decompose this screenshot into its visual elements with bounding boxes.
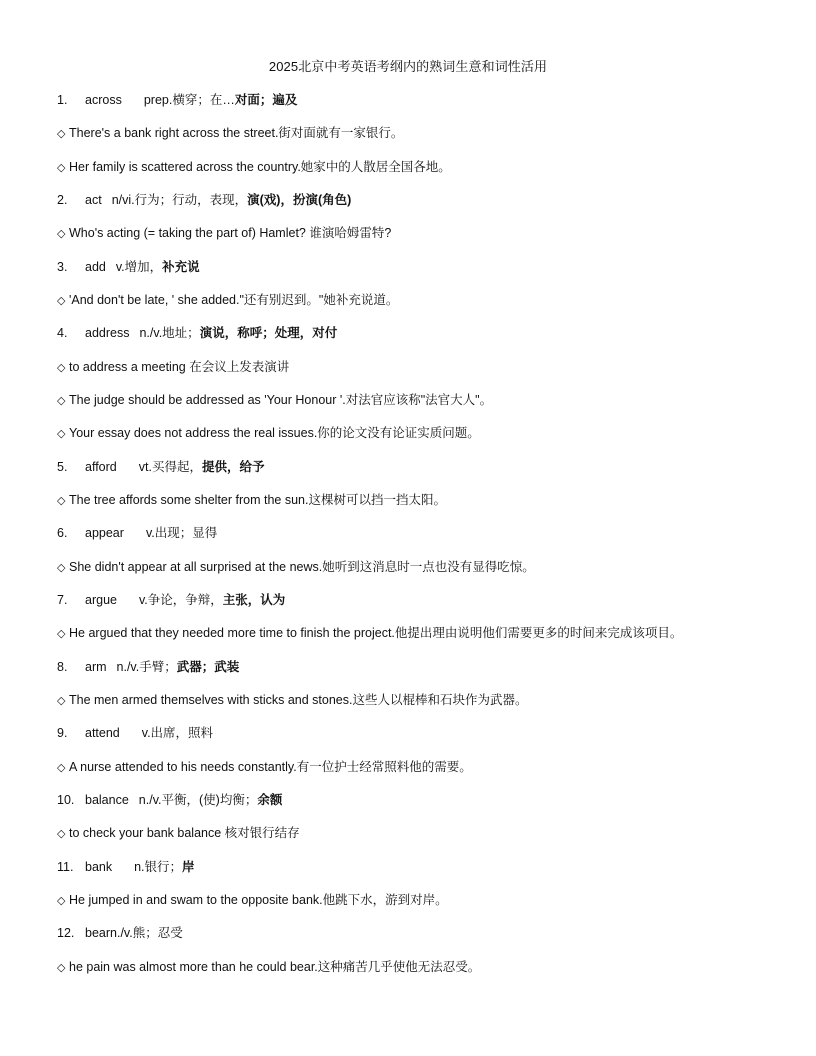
example-text: Your essay does not address the real issues.你的论文没有论证实质问题。 bbox=[69, 426, 480, 440]
page-title: 2025北京中考英语考纲内的熟词生意和词性活用 bbox=[268, 59, 548, 74]
entry-meaning-highlight: 对面；遍及 bbox=[234, 93, 298, 107]
entry-number: 11. bbox=[57, 860, 74, 874]
entry-meaning: n.银行； bbox=[134, 860, 183, 874]
entry-heading bbox=[57, 458, 796, 476]
example-text: The tree affords some shelter from the sun.这棵树可以挡一挡太阳。 bbox=[69, 493, 446, 507]
entry-number: 10. bbox=[57, 793, 75, 807]
diamond-icon: ◇ bbox=[57, 695, 66, 707]
diamond-icon: ◇ bbox=[57, 128, 66, 140]
entry-meaning: prep.横穿；在… bbox=[143, 93, 235, 107]
entry-meaning-highlight: 余额 bbox=[257, 793, 283, 807]
entry-meaning: n./v.地址； bbox=[139, 326, 200, 340]
example-sentence bbox=[57, 158, 796, 177]
entry-word: argue bbox=[85, 593, 117, 607]
entry-word: balance bbox=[85, 793, 129, 807]
entry-number: 9. bbox=[57, 726, 68, 740]
entry-number: 3. bbox=[57, 260, 68, 274]
example-text: to address a meeting 在会议上发表演讲 bbox=[69, 360, 290, 374]
example-text: Her family is scattered across the country.她家中的人散居全国各地。 bbox=[69, 160, 451, 174]
entry-heading bbox=[57, 524, 796, 542]
example-sentence bbox=[57, 424, 796, 443]
entry-meaning-highlight: 岸 bbox=[182, 860, 195, 874]
example-text: She didn't appear at all surprised at the news.她听到这消息时一点也没有显得吃惊。 bbox=[69, 560, 535, 574]
entry-meaning: v.增加， bbox=[115, 260, 163, 274]
entry-heading bbox=[57, 924, 796, 942]
entry-meaning: n./v.平衡，(使)均衡； bbox=[138, 793, 258, 807]
entry-number: 2. bbox=[57, 193, 68, 207]
entry-word: afford bbox=[85, 460, 117, 474]
example-sentence bbox=[57, 691, 796, 710]
diamond-icon: ◇ bbox=[57, 562, 66, 574]
diamond-icon: ◇ bbox=[57, 428, 66, 440]
entry-word: arm bbox=[85, 660, 107, 674]
entry-meaning: v.出席，照料 bbox=[141, 726, 214, 740]
entry-word: appear bbox=[85, 526, 124, 540]
entry-meaning: v.争论，争辩， bbox=[138, 593, 223, 607]
entry-meaning-highlight: 演说，称呼；处理，对付 bbox=[199, 326, 338, 340]
entry-meaning: n/vi.行为；行动，表现， bbox=[111, 193, 248, 207]
example-sentence bbox=[57, 891, 796, 910]
entry-meaning: n./v.熊；忍受 bbox=[110, 926, 183, 940]
diamond-icon: ◇ bbox=[57, 395, 66, 407]
entry-heading bbox=[57, 658, 796, 676]
entry-number: 4. bbox=[57, 326, 68, 340]
diamond-icon: ◇ bbox=[57, 495, 66, 507]
entry-number: 6. bbox=[57, 526, 68, 540]
example-sentence bbox=[57, 558, 796, 577]
example-sentence bbox=[57, 491, 796, 510]
entry-meaning: v.出现；显得 bbox=[145, 526, 218, 540]
example-sentence bbox=[57, 391, 796, 410]
example-text: He argued that they needed more time to finish the project.他提出理由说明他们需要更多的时间来完成该项目。 bbox=[69, 626, 683, 640]
entry-word: act bbox=[85, 193, 102, 207]
diamond-icon: ◇ bbox=[57, 162, 66, 174]
diamond-icon: ◇ bbox=[57, 362, 66, 374]
entry-meaning-highlight: 武器；武装 bbox=[176, 660, 240, 674]
entry-heading bbox=[57, 724, 796, 742]
example-text: The men armed themselves with sticks and stones.这些人以棍棒和石块作为武器。 bbox=[69, 693, 528, 707]
example-text: Who's acting (= taking the part of) Hamlet? 谁演哈姆雷特? bbox=[69, 226, 392, 240]
entry-heading bbox=[57, 791, 796, 809]
entry-heading bbox=[57, 258, 796, 276]
entry-number: 7. bbox=[57, 593, 68, 607]
diamond-icon: ◇ bbox=[57, 228, 66, 240]
example-text: He jumped in and swam to the opposite bank.他跳下水，游到对岸。 bbox=[69, 893, 448, 907]
entry-meaning-highlight: 主张，认为 bbox=[222, 593, 286, 607]
diamond-icon: ◇ bbox=[57, 895, 66, 907]
entry-word: bank bbox=[85, 860, 113, 874]
entry-heading bbox=[57, 858, 796, 876]
entry-word: across bbox=[85, 93, 122, 107]
example-text: A nurse attended to his needs constantly.有一位护士经常照料他的需要。 bbox=[69, 760, 472, 774]
example-text: The judge should be addressed as 'Your Honour '.对法官应该称"法官大人"。 bbox=[69, 393, 493, 407]
diamond-icon: ◇ bbox=[57, 628, 66, 640]
entry-word: address bbox=[85, 326, 130, 340]
entry-heading bbox=[57, 591, 796, 609]
diamond-icon: ◇ bbox=[57, 762, 66, 774]
entry-number: 12. bbox=[57, 926, 75, 940]
example-text: to check your bank balance 核对银行结存 bbox=[69, 826, 300, 840]
example-sentence bbox=[57, 358, 796, 377]
entry-word: add bbox=[85, 260, 106, 274]
example-sentence bbox=[57, 758, 796, 777]
example-sentence bbox=[57, 291, 796, 310]
example-sentence bbox=[57, 124, 796, 143]
entry-meaning: vt.买得起， bbox=[138, 460, 202, 474]
entry-heading bbox=[57, 191, 796, 209]
entry-meaning: n./v.手臂； bbox=[116, 660, 177, 674]
entry-heading bbox=[57, 324, 796, 342]
entry-number: 8. bbox=[57, 660, 68, 674]
entry-number: 1. bbox=[57, 93, 68, 107]
entry-heading bbox=[57, 91, 796, 109]
diamond-icon: ◇ bbox=[57, 295, 66, 307]
entry-word: bear bbox=[85, 926, 111, 940]
example-text: he pain was almost more than he could bear.这种痛苦几乎使他无法忍受。 bbox=[69, 960, 481, 974]
diamond-icon: ◇ bbox=[57, 828, 66, 840]
example-sentence bbox=[57, 624, 796, 643]
example-text: There's a bank right across the street.街对面就有一家银行。 bbox=[69, 126, 404, 140]
entry-meaning-highlight: 提供，给予 bbox=[201, 460, 265, 474]
entry-meaning-highlight: 演(戏)，扮演(角色) bbox=[247, 193, 352, 207]
example-sentence bbox=[57, 958, 796, 977]
example-sentence bbox=[57, 224, 796, 243]
example-text: 'And don't be late, ' she added."还有别迟到。"她补充说道。 bbox=[69, 293, 399, 307]
entry-number: 5. bbox=[57, 460, 68, 474]
example-sentence bbox=[57, 824, 796, 843]
entry-word: attend bbox=[85, 726, 120, 740]
diamond-icon: ◇ bbox=[57, 962, 66, 974]
entry-meaning-highlight: 补充说 bbox=[162, 260, 200, 274]
